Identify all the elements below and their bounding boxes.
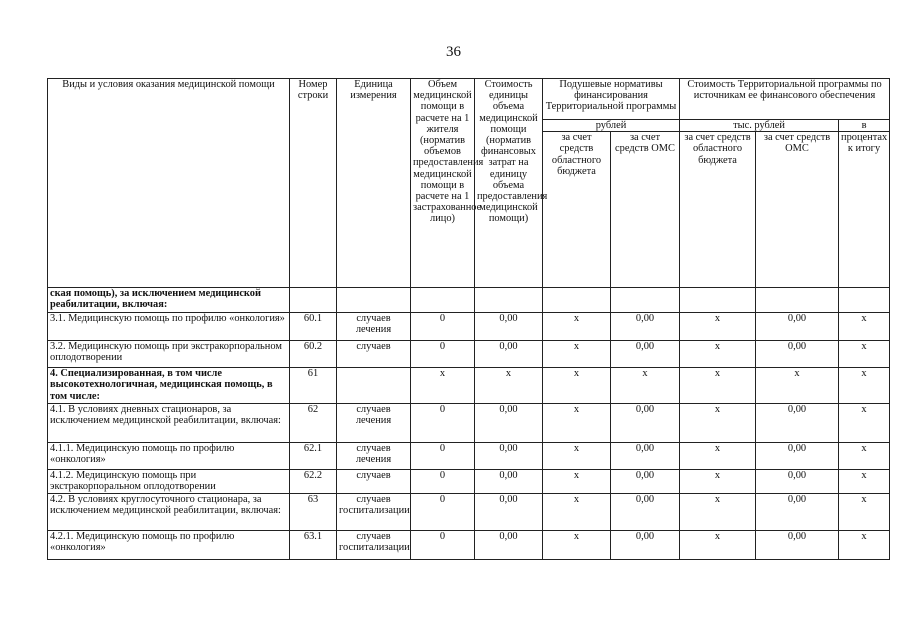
header-percent: процентах к итогу — [839, 132, 890, 288]
cell-cost-budget: x — [680, 443, 756, 470]
cell-unit-cost: 0,00 — [475, 494, 543, 531]
cell-unit-cost: 0,00 — [475, 531, 543, 560]
cell-row-number: 63 — [290, 494, 337, 531]
table-row — [48, 531, 890, 560]
cell-volume: x — [411, 368, 475, 404]
table-row — [48, 404, 890, 443]
cell-row-number: 60.2 — [290, 341, 337, 368]
header-unit: Единица измерения — [337, 79, 411, 288]
header-unit-rubles: рублей — [543, 120, 680, 132]
cell-norm-oms: 0,00 — [611, 404, 680, 443]
cell-norm-budget: x — [543, 443, 611, 470]
cell-unit — [337, 368, 411, 404]
cell-cost-budget: x — [680, 368, 756, 404]
cell-norm-oms: 0,00 — [611, 443, 680, 470]
cell-percent: x — [839, 368, 890, 404]
cell-unit: случаев лечения — [337, 404, 411, 443]
cell-row-number: 62.2 — [290, 470, 337, 494]
cell-volume: 0 — [411, 341, 475, 368]
row-name: 3.2. Медицинскую помощь при экстракорпоральном оплодотворении — [48, 341, 290, 368]
cell-percent: x — [839, 443, 890, 470]
cell-row-number — [290, 288, 337, 313]
cell-unit-cost: x — [475, 368, 543, 404]
cell-percent: x — [839, 341, 890, 368]
cell-cost-oms: x — [756, 368, 839, 404]
cell-cost-budget: x — [680, 313, 756, 341]
table-row — [48, 368, 890, 404]
cell-cost-budget: x — [680, 494, 756, 531]
financing-table — [47, 78, 890, 560]
cell-norm-oms: 0,00 — [611, 341, 680, 368]
cell-unit: случаев — [337, 341, 411, 368]
cell-unit-cost: 0,00 — [475, 443, 543, 470]
cell-norm-oms: 0,00 — [611, 531, 680, 560]
row-name: 4.2. В условиях круглосуточного стационара, за исключением медицинской реабилитации, включая: — [48, 494, 290, 531]
row-name: 4.1.2. Медицинскую помощь при экстракорпоральном оплодотворении — [48, 470, 290, 494]
row-name: ская помощь), за исключением медицинской реабилитации, включая: — [48, 288, 290, 313]
cell-volume: 0 — [411, 531, 475, 560]
header-norm-budget: за счет средств областного бюджета — [543, 132, 611, 288]
cell-norm-oms: 0,00 — [611, 494, 680, 531]
cell-percent: x — [839, 404, 890, 443]
row-name: 4.1. В условиях дневных стационаров, за исключением медицинской реабилитации, включая: — [48, 404, 290, 443]
cell-cost-budget — [680, 288, 756, 313]
cell-unit: случаев госпитализации — [337, 494, 411, 531]
cell-norm-oms — [611, 288, 680, 313]
cell-cost-budget: x — [680, 531, 756, 560]
cell-volume — [411, 288, 475, 313]
cell-norm-budget: x — [543, 341, 611, 368]
cell-volume: 0 — [411, 313, 475, 341]
table-row — [48, 288, 890, 313]
page-number: 36 — [446, 44, 461, 60]
header-cost-budget: за счет средств областного бюджета — [680, 132, 756, 288]
cell-norm-budget — [543, 288, 611, 313]
cell-cost-oms: 0,00 — [756, 494, 839, 531]
cell-cost-oms: 0,00 — [756, 404, 839, 443]
cell-cost-oms: 0,00 — [756, 443, 839, 470]
cell-volume: 0 — [411, 494, 475, 531]
header-row-number: Номер строки — [290, 79, 337, 288]
cell-norm-budget: x — [543, 368, 611, 404]
cell-cost-oms: 0,00 — [756, 470, 839, 494]
header-type: Виды и условия оказания медицинской помощи — [48, 79, 290, 288]
cell-unit — [337, 288, 411, 313]
cell-row-number: 63.1 — [290, 531, 337, 560]
cell-norm-budget: x — [543, 313, 611, 341]
table-row — [48, 443, 890, 470]
cell-norm-budget: x — [543, 470, 611, 494]
cell-row-number: 62.1 — [290, 443, 337, 470]
cell-cost-oms: 0,00 — [756, 313, 839, 341]
cell-unit-cost: 0,00 — [475, 313, 543, 341]
cell-row-number: 60.1 — [290, 313, 337, 341]
cell-volume: 0 — [411, 470, 475, 494]
row-name: 4.1.1. Медицинскую помощь по профилю «онкология» — [48, 443, 290, 470]
cell-cost-oms: 0,00 — [756, 341, 839, 368]
header-per-capita-norms: Подушевые нормативы финансирования Территориальной программы — [543, 79, 680, 120]
header-cost: Стоимость единицы объема медицинской помощи (норматив финансовых затрат на единицу объема предоставления медицинской помощи) — [475, 79, 543, 288]
cell-volume: 0 — [411, 443, 475, 470]
cell-norm-budget: x — [543, 531, 611, 560]
header-cost-oms: за счет средств ОМС — [756, 132, 839, 288]
cell-unit: случаев — [337, 470, 411, 494]
table-row — [48, 470, 890, 494]
cell-cost-oms — [756, 288, 839, 313]
row-name: 4.2.1. Медицинскую помощь по профилю «онкология» — [48, 531, 290, 560]
cell-cost-oms: 0,00 — [756, 531, 839, 560]
cell-norm-oms: 0,00 — [611, 470, 680, 494]
cell-percent: x — [839, 531, 890, 560]
table-row — [48, 341, 890, 368]
cell-cost-budget: x — [680, 341, 756, 368]
cell-norm-oms: 0,00 — [611, 313, 680, 341]
header-program-cost: Стоимость Территориальной программы по источникам ее финансового обеспечения — [680, 79, 890, 120]
cell-percent: x — [839, 313, 890, 341]
cell-norm-budget: x — [543, 404, 611, 443]
cell-unit: случаев лечения — [337, 443, 411, 470]
cell-cost-budget: x — [680, 404, 756, 443]
cell-volume: 0 — [411, 404, 475, 443]
table-row — [48, 313, 890, 341]
cell-norm-oms: x — [611, 368, 680, 404]
cell-unit-cost: 0,00 — [475, 470, 543, 494]
header-unit-thousand-rubles: тыс. рублей — [680, 120, 839, 132]
header-norm-oms: за счет средств ОМС — [611, 132, 680, 288]
cell-cost-budget: x — [680, 470, 756, 494]
cell-unit: случаев госпитализации — [337, 531, 411, 560]
cell-percent: x — [839, 470, 890, 494]
cell-unit-cost: 0,00 — [475, 404, 543, 443]
row-name: 3.1. Медицинскую помощь по профилю «онкология» — [48, 313, 290, 341]
cell-percent: x — [839, 494, 890, 531]
cell-row-number: 62 — [290, 404, 337, 443]
cell-row-number: 61 — [290, 368, 337, 404]
header-volume: Объем медицинской помощи в расчете на 1 жителя (норматив объемов предоставления медицинской помощи в расчете на 1 застрахованное лицо) — [411, 79, 475, 288]
cell-unit-cost — [475, 288, 543, 313]
header-percent-in: в — [839, 120, 890, 132]
cell-percent — [839, 288, 890, 313]
cell-unit-cost: 0,00 — [475, 341, 543, 368]
row-name: 4. Специализированная, в том числе высокотехнологичная, медицинская помощь, в том числе: — [48, 368, 290, 404]
table-row — [48, 494, 890, 531]
cell-unit: случаев лечения — [337, 313, 411, 341]
cell-norm-budget: x — [543, 494, 611, 531]
